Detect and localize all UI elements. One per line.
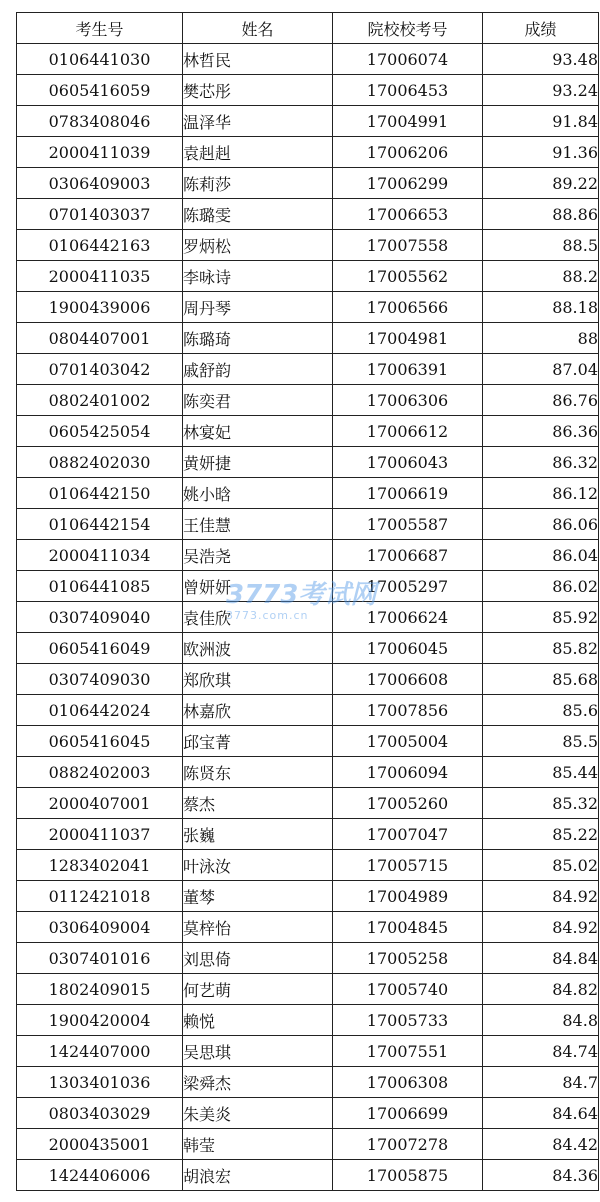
cell-name: 陈贤东 bbox=[183, 757, 333, 788]
cell-exam-id: 2000411037 bbox=[17, 819, 183, 850]
cell-exam-id: 1424406006 bbox=[17, 1160, 183, 1191]
header-name: 姓名 bbox=[183, 13, 333, 44]
score-table bbox=[16, 12, 599, 1191]
cell-score: 84.92 bbox=[483, 912, 599, 943]
cell-school-code: 17006308 bbox=[333, 1067, 483, 1098]
table-row bbox=[17, 602, 599, 633]
table-row bbox=[17, 199, 599, 230]
cell-name: 陈璐雯 bbox=[183, 199, 333, 230]
cell-school-code: 17006566 bbox=[333, 292, 483, 323]
header-school-code: 院校校考号 bbox=[333, 13, 483, 44]
cell-school-code: 17007551 bbox=[333, 1036, 483, 1067]
cell-score: 86.12 bbox=[483, 478, 599, 509]
cell-name: 叶泳汝 bbox=[183, 850, 333, 881]
cell-exam-id: 0306409003 bbox=[17, 168, 183, 199]
table-row bbox=[17, 943, 599, 974]
cell-name: 陈璐琦 bbox=[183, 323, 333, 354]
table-row bbox=[17, 881, 599, 912]
cell-name: 朱美炎 bbox=[183, 1098, 333, 1129]
cell-score: 88 bbox=[483, 323, 599, 354]
cell-score: 88.18 bbox=[483, 292, 599, 323]
cell-name: 刘思倚 bbox=[183, 943, 333, 974]
cell-exam-id: 1900439006 bbox=[17, 292, 183, 323]
cell-score: 84.74 bbox=[483, 1036, 599, 1067]
cell-exam-id: 0783408046 bbox=[17, 106, 183, 137]
table-row bbox=[17, 912, 599, 943]
header-score: 成绩 bbox=[483, 13, 599, 44]
table-row bbox=[17, 571, 599, 602]
cell-name: 戚舒韵 bbox=[183, 354, 333, 385]
table-row bbox=[17, 726, 599, 757]
cell-score: 89.22 bbox=[483, 168, 599, 199]
cell-school-code: 17004981 bbox=[333, 323, 483, 354]
cell-name: 张巍 bbox=[183, 819, 333, 850]
cell-name: 欧洲波 bbox=[183, 633, 333, 664]
cell-name: 林哲民 bbox=[183, 44, 333, 75]
cell-school-code: 17006624 bbox=[333, 602, 483, 633]
cell-name: 姚小晗 bbox=[183, 478, 333, 509]
cell-exam-id: 1802409015 bbox=[17, 974, 183, 1005]
cell-name: 邱宝菁 bbox=[183, 726, 333, 757]
cell-name: 梁舜杰 bbox=[183, 1067, 333, 1098]
cell-score: 91.84 bbox=[483, 106, 599, 137]
cell-score: 88.2 bbox=[483, 261, 599, 292]
table-row bbox=[17, 137, 599, 168]
cell-name: 罗炳松 bbox=[183, 230, 333, 261]
table-row bbox=[17, 540, 599, 571]
cell-exam-id: 2000407001 bbox=[17, 788, 183, 819]
cell-school-code: 17007278 bbox=[333, 1129, 483, 1160]
cell-score: 84.36 bbox=[483, 1160, 599, 1191]
cell-exam-id: 0701403037 bbox=[17, 199, 183, 230]
cell-school-code: 17005562 bbox=[333, 261, 483, 292]
cell-exam-id: 2000411039 bbox=[17, 137, 183, 168]
table-row bbox=[17, 788, 599, 819]
table-row bbox=[17, 633, 599, 664]
cell-score: 86.02 bbox=[483, 571, 599, 602]
cell-school-code: 17005875 bbox=[333, 1160, 483, 1191]
cell-school-code: 17006653 bbox=[333, 199, 483, 230]
cell-exam-id: 0701403042 bbox=[17, 354, 183, 385]
cell-score: 85.32 bbox=[483, 788, 599, 819]
cell-score: 93.48 bbox=[483, 44, 599, 75]
cell-name: 韩莹 bbox=[183, 1129, 333, 1160]
cell-score: 85.6 bbox=[483, 695, 599, 726]
cell-score: 91.36 bbox=[483, 137, 599, 168]
cell-score: 86.36 bbox=[483, 416, 599, 447]
table-row bbox=[17, 664, 599, 695]
cell-score: 84.92 bbox=[483, 881, 599, 912]
cell-name: 莫梓怡 bbox=[183, 912, 333, 943]
cell-exam-id: 0605425054 bbox=[17, 416, 183, 447]
cell-name: 赖悦 bbox=[183, 1005, 333, 1036]
cell-score: 86.32 bbox=[483, 447, 599, 478]
table-row bbox=[17, 819, 599, 850]
table-row bbox=[17, 323, 599, 354]
cell-exam-id: 0307409030 bbox=[17, 664, 183, 695]
cell-name: 李咏诗 bbox=[183, 261, 333, 292]
cell-score: 86.76 bbox=[483, 385, 599, 416]
cell-score: 85.92 bbox=[483, 602, 599, 633]
table-row bbox=[17, 44, 599, 75]
table-row bbox=[17, 75, 599, 106]
table-row bbox=[17, 1098, 599, 1129]
table-row bbox=[17, 354, 599, 385]
cell-school-code: 17006608 bbox=[333, 664, 483, 695]
cell-school-code: 17004845 bbox=[333, 912, 483, 943]
cell-name: 何艺萌 bbox=[183, 974, 333, 1005]
cell-school-code: 17007558 bbox=[333, 230, 483, 261]
cell-school-code: 17006074 bbox=[333, 44, 483, 75]
cell-exam-id: 0106442150 bbox=[17, 478, 183, 509]
cell-school-code: 17005587 bbox=[333, 509, 483, 540]
cell-score: 84.84 bbox=[483, 943, 599, 974]
cell-score: 93.24 bbox=[483, 75, 599, 106]
cell-school-code: 17005258 bbox=[333, 943, 483, 974]
cell-score: 84.8 bbox=[483, 1005, 599, 1036]
cell-school-code: 17006206 bbox=[333, 137, 483, 168]
cell-exam-id: 0307401016 bbox=[17, 943, 183, 974]
header-row bbox=[17, 13, 599, 44]
cell-school-code: 17004989 bbox=[333, 881, 483, 912]
cell-school-code: 17005715 bbox=[333, 850, 483, 881]
table-row bbox=[17, 974, 599, 1005]
cell-name: 樊芯彤 bbox=[183, 75, 333, 106]
table-row bbox=[17, 447, 599, 478]
cell-name: 黄妍捷 bbox=[183, 447, 333, 478]
cell-exam-id: 1900420004 bbox=[17, 1005, 183, 1036]
cell-score: 84.7 bbox=[483, 1067, 599, 1098]
cell-score: 84.42 bbox=[483, 1129, 599, 1160]
cell-exam-id: 0106441030 bbox=[17, 44, 183, 75]
cell-exam-id: 0106442154 bbox=[17, 509, 183, 540]
table-row bbox=[17, 1005, 599, 1036]
cell-name: 吴浩尧 bbox=[183, 540, 333, 571]
cell-school-code: 17006094 bbox=[333, 757, 483, 788]
cell-school-code: 17005733 bbox=[333, 1005, 483, 1036]
cell-exam-id: 0112421018 bbox=[17, 881, 183, 912]
cell-score: 84.64 bbox=[483, 1098, 599, 1129]
cell-school-code: 17006453 bbox=[333, 75, 483, 106]
cell-exam-id: 0882402003 bbox=[17, 757, 183, 788]
cell-name: 温泽华 bbox=[183, 106, 333, 137]
table-row bbox=[17, 385, 599, 416]
table-row bbox=[17, 1036, 599, 1067]
cell-school-code: 17006699 bbox=[333, 1098, 483, 1129]
cell-name: 董棽 bbox=[183, 881, 333, 912]
cell-exam-id: 0605416059 bbox=[17, 75, 183, 106]
cell-name: 吴思琪 bbox=[183, 1036, 333, 1067]
cell-exam-id: 0306409004 bbox=[17, 912, 183, 943]
table-row bbox=[17, 1129, 599, 1160]
table-row bbox=[17, 416, 599, 447]
cell-exam-id: 1283402041 bbox=[17, 850, 183, 881]
cell-score: 86.04 bbox=[483, 540, 599, 571]
cell-score: 85.02 bbox=[483, 850, 599, 881]
table-row bbox=[17, 1067, 599, 1098]
cell-exam-id: 0605416045 bbox=[17, 726, 183, 757]
cell-exam-id: 0802401002 bbox=[17, 385, 183, 416]
cell-school-code: 17006043 bbox=[333, 447, 483, 478]
cell-exam-id: 1303401036 bbox=[17, 1067, 183, 1098]
cell-school-code: 17006391 bbox=[333, 354, 483, 385]
cell-score: 85.68 bbox=[483, 664, 599, 695]
cell-score: 85.22 bbox=[483, 819, 599, 850]
cell-name: 王佳慧 bbox=[183, 509, 333, 540]
cell-school-code: 17006687 bbox=[333, 540, 483, 571]
header-exam-id: 考生号 bbox=[17, 13, 183, 44]
cell-name: 林宴妃 bbox=[183, 416, 333, 447]
cell-school-code: 17006299 bbox=[333, 168, 483, 199]
table-row bbox=[17, 292, 599, 323]
cell-school-code: 17005297 bbox=[333, 571, 483, 602]
cell-exam-id: 2000411035 bbox=[17, 261, 183, 292]
cell-exam-id: 0106442163 bbox=[17, 230, 183, 261]
cell-score: 85.5 bbox=[483, 726, 599, 757]
cell-score: 88.86 bbox=[483, 199, 599, 230]
table-row bbox=[17, 230, 599, 261]
cell-exam-id: 0106441085 bbox=[17, 571, 183, 602]
cell-school-code: 17004991 bbox=[333, 106, 483, 137]
cell-school-code: 17006612 bbox=[333, 416, 483, 447]
cell-score: 85.82 bbox=[483, 633, 599, 664]
table-row bbox=[17, 757, 599, 788]
table-row bbox=[17, 695, 599, 726]
watermark-logo-text: 3773考试网 bbox=[226, 580, 377, 610]
table-row bbox=[17, 850, 599, 881]
cell-exam-id: 1424407000 bbox=[17, 1036, 183, 1067]
cell-exam-id: 0307409040 bbox=[17, 602, 183, 633]
cell-school-code: 17005260 bbox=[333, 788, 483, 819]
cell-name: 袁赳赳 bbox=[183, 137, 333, 168]
cell-name: 陈奕君 bbox=[183, 385, 333, 416]
cell-school-code: 17007047 bbox=[333, 819, 483, 850]
cell-name: 胡浪宏 bbox=[183, 1160, 333, 1191]
table-row bbox=[17, 168, 599, 199]
cell-exam-id: 2000435001 bbox=[17, 1129, 183, 1160]
cell-exam-id: 0804407001 bbox=[17, 323, 183, 354]
table-row bbox=[17, 261, 599, 292]
cell-exam-id: 0106442024 bbox=[17, 695, 183, 726]
cell-score: 85.44 bbox=[483, 757, 599, 788]
cell-name: 蔡杰 bbox=[183, 788, 333, 819]
table-row bbox=[17, 106, 599, 137]
cell-name: 林嘉欣 bbox=[183, 695, 333, 726]
cell-name: 周丹琴 bbox=[183, 292, 333, 323]
cell-score: 86.06 bbox=[483, 509, 599, 540]
cell-exam-id: 0882402030 bbox=[17, 447, 183, 478]
table-row bbox=[17, 509, 599, 540]
cell-name: 郑欣琪 bbox=[183, 664, 333, 695]
cell-score: 88.5 bbox=[483, 230, 599, 261]
watermark-url: 3773.com.cn bbox=[226, 609, 309, 622]
cell-school-code: 17005004 bbox=[333, 726, 483, 757]
cell-name: 曾妍妍 bbox=[183, 571, 333, 602]
cell-score: 87.04 bbox=[483, 354, 599, 385]
cell-name: 袁佳欣 bbox=[183, 602, 333, 633]
cell-school-code: 17006619 bbox=[333, 478, 483, 509]
cell-exam-id: 0803403029 bbox=[17, 1098, 183, 1129]
cell-school-code: 17005740 bbox=[333, 974, 483, 1005]
cell-name: 陈莉莎 bbox=[183, 168, 333, 199]
cell-score: 84.82 bbox=[483, 974, 599, 1005]
cell-school-code: 17006045 bbox=[333, 633, 483, 664]
cell-school-code: 17006306 bbox=[333, 385, 483, 416]
cell-school-code: 17007856 bbox=[333, 695, 483, 726]
cell-exam-id: 0605416049 bbox=[17, 633, 183, 664]
table-row bbox=[17, 478, 599, 509]
cell-exam-id: 2000411034 bbox=[17, 540, 183, 571]
table-row bbox=[17, 1160, 599, 1191]
